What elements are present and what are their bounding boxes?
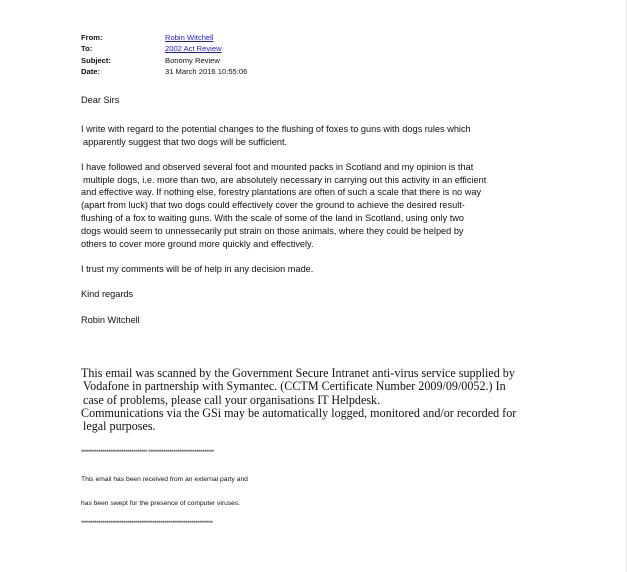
- disclaimer-line-4: Communications via the GSi may be automatically logged, monitored and/or recorded for: [81, 405, 517, 420]
- closing: Kind regards: [81, 289, 134, 300]
- signature: Robin Witchell: [81, 314, 140, 325]
- date-label: Date:: [81, 66, 100, 76]
- footer-line-2: has been swept for the presence of computer viruses.: [81, 500, 241, 507]
- paragraph-1-line-2: apparently suggest that two dogs will be sufficient.: [83, 136, 288, 147]
- from-link[interactable]: Robin Witchell: [165, 33, 214, 42]
- from-label: From:: [81, 33, 103, 42]
- to-row: [81, 43, 247, 54]
- salutation: Dear Sirs: [81, 95, 120, 105]
- date-row: [81, 66, 247, 77]
- subject-value: Bonomy Review: [165, 55, 220, 65]
- footer-line-1: This email has been received from an external party and: [81, 476, 248, 483]
- paragraph-2: [81, 161, 551, 251]
- disclaimer-line-3: case of problems, please call your organisations IT Helpdesk.: [83, 392, 381, 407]
- paragraph-2-line-2: multiple dogs, i.e. more than two, are absolutely necessary in carrying out this activity in an efficient: [83, 174, 487, 185]
- subject-label: Subject:: [81, 55, 111, 65]
- email-body: [81, 94, 551, 326]
- paragraph-2-line-1: I have followed and observed several foot and mounted packs in Scotland and my opinion is that: [81, 161, 474, 172]
- paragraph-3: I trust my comments will be of help in any decision made.: [81, 263, 314, 274]
- to-label: To:: [81, 44, 93, 54]
- footer-stars-bottom: ********************************************************************: [81, 521, 213, 527]
- subject-row: [81, 55, 247, 66]
- footer-stars-top: ********************************** **********************************: [81, 450, 214, 456]
- paragraph-2-line-7: others to cover more ground more quickly and effectively.: [81, 238, 314, 249]
- disclaimer-line-2: Vodafone in partnership with Symantec. (CCTM Certificate Number 2009/09/0052.) In: [83, 379, 506, 394]
- paragraph-2-line-5: flushing of a fox to waiting guns. With the scale of some of the land in Scotland, using only two: [81, 213, 465, 224]
- to-link[interactable]: 2002 Act Review: [165, 44, 222, 54]
- paragraph-2-line-4: (apart from luck) that two dogs could effectively cover the ground to achieve the desired result-: [81, 200, 465, 211]
- email-header: [81, 32, 247, 77]
- paragraph-1-line-1: I write with regard to the potential changes to the flushing of foxes to guns with dogs rules which: [81, 123, 471, 134]
- paragraph-2-line-3: and effective way. If nothing else, forestry plantations are often of such a scale that there is no way: [81, 187, 482, 198]
- paragraph-1: [81, 123, 551, 149]
- paragraph-2-line-6: dogs would seem to unnessecarily put strain on those animals, where they could be helped by: [81, 225, 464, 236]
- gsi-disclaimer: [81, 367, 556, 433]
- disclaimer-line-5: legal purposes.: [83, 419, 156, 434]
- disclaimer-line-1: This email was scanned by the Government Secure Intranet anti-virus service supplied by: [81, 366, 515, 380]
- from-row: [81, 32, 247, 43]
- date-value: 31 March 2016 10:55:06: [165, 66, 248, 76]
